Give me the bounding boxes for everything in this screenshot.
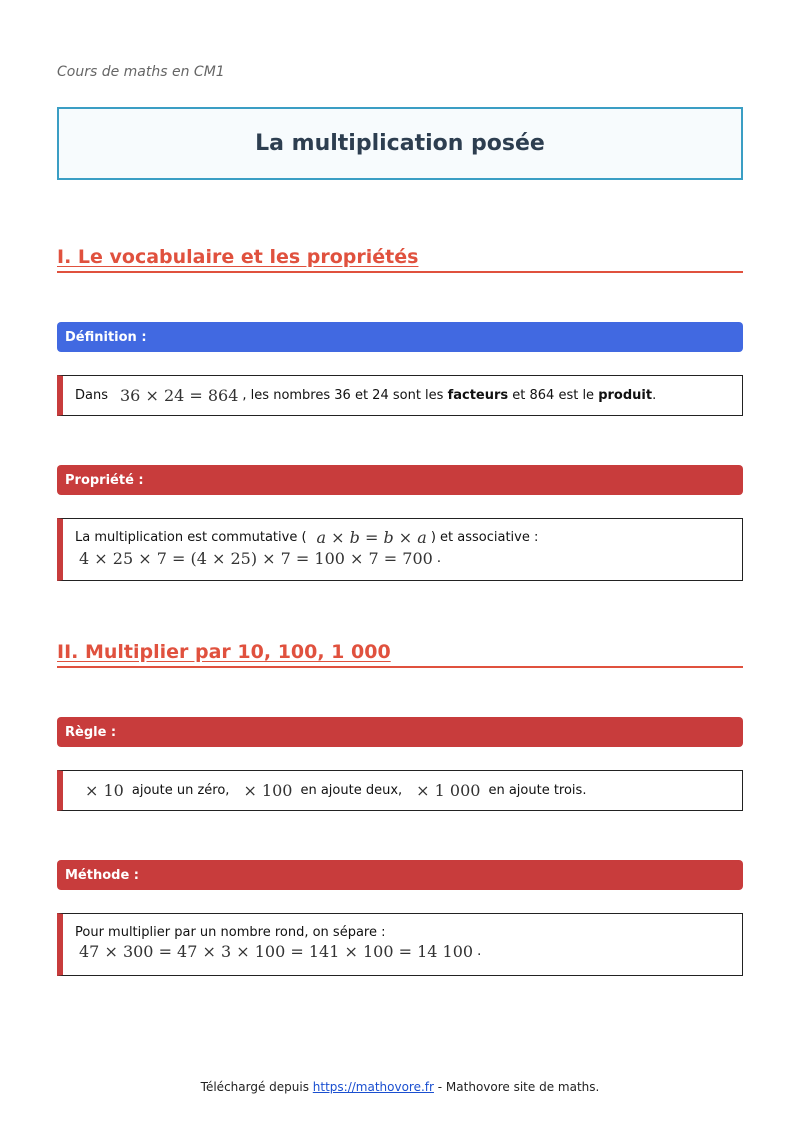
page-title: La multiplication posée: [255, 131, 545, 156]
rule-text-2: en ajoute deux,: [300, 783, 403, 798]
footer-link[interactable]: https://mathovore.fr: [312, 1080, 434, 1094]
definition-box: [57, 375, 743, 416]
rule-box: [57, 770, 743, 811]
property-box: [57, 518, 743, 581]
property-associative-math: 4 × 25 × 7 = (4 × 25) × 7 = 100 × 7 = 700: [79, 549, 433, 568]
section-title-vocabulary: I. Le vocabulaire et les propriétés: [57, 246, 743, 273]
rule-math-100: × 100: [243, 781, 293, 800]
method-math: 47 × 300 = 47 × 3 × 100 = 141 × 100 = 14 100: [79, 942, 474, 961]
method-box: [57, 913, 743, 976]
footer-suffix: - Mathovore site de maths.: [433, 1080, 600, 1094]
property-line2-end: .: [436, 551, 441, 566]
method-line2-end: .: [477, 944, 482, 959]
footer-prefix: Téléchargé depuis: [200, 1080, 313, 1094]
rule-text-3: en ajoute trois.: [488, 783, 587, 798]
method-line1: Pour multiplier par un nombre rond, on sépare :: [75, 925, 386, 940]
title-box: [57, 107, 743, 180]
property-line1-before: La multiplication est commutative (: [75, 530, 307, 545]
method-bar: Méthode :: [57, 860, 743, 890]
rule-bar: Règle :: [57, 717, 743, 747]
rule-math-1000: × 1 000: [416, 781, 481, 800]
definition-bold-produit: produit: [598, 388, 653, 403]
definition-bold-facteurs: facteurs: [447, 388, 509, 403]
property-bar: Propriété :: [57, 465, 743, 495]
definition-bar: Définition :: [57, 322, 743, 352]
footer: [0, 1080, 800, 1094]
definition-text-end: .: [652, 388, 657, 403]
property-line1-after: ) et associative :: [430, 530, 539, 545]
rule-math-10: × 10: [85, 781, 124, 800]
definition-text-before: Dans: [75, 388, 108, 403]
section-title-multiply: II. Multiplier par 10, 100, 1 000: [57, 641, 743, 668]
definition-text-mid: , les nombres 36 et 24 sont les: [242, 388, 448, 403]
document-subtitle: Cours de maths en CM1: [57, 64, 225, 80]
property-commutative-math: a × b = b × a: [316, 528, 427, 547]
definition-text-mid2: et 864 est le: [508, 388, 599, 403]
definition-math: 36 × 24 = 864: [120, 386, 239, 405]
rule-text-1: ajoute un zéro,: [131, 783, 230, 798]
